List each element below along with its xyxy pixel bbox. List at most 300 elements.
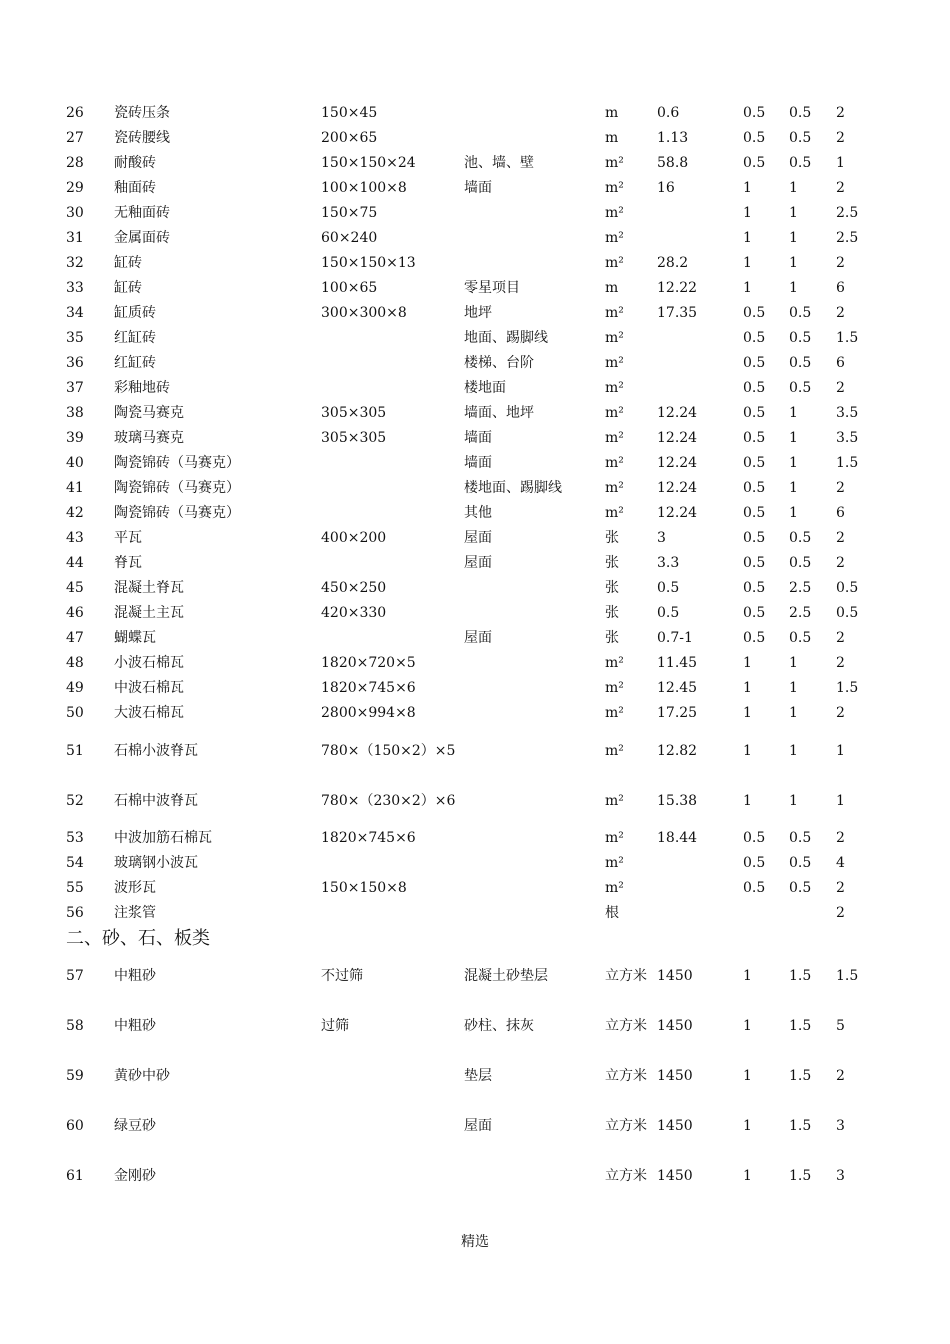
material-weight: 0.5: [657, 605, 680, 621]
material-name: 波形瓦: [114, 880, 156, 896]
material-name: 金属面砖: [114, 230, 170, 246]
material-unit: m²: [605, 855, 624, 871]
loss-rate-b: 1: [789, 280, 798, 296]
loss-rate-b: 1: [789, 742, 798, 759]
loss-rate-b: 0.5: [789, 380, 812, 396]
loss-rate-b: 1.5: [789, 1117, 812, 1134]
material-usage: [464, 726, 605, 776]
material-name: 中粗砂: [114, 967, 156, 984]
material-unit: m²: [605, 505, 624, 521]
material-spec: [321, 376, 464, 401]
table-row: [66, 676, 876, 701]
material-unit: m²: [605, 255, 624, 271]
material-spec: 780×（150×2）×5: [321, 742, 456, 759]
loss-rate-a: 0.5: [743, 855, 766, 871]
row-number: 51: [66, 742, 84, 759]
material-weight: 18.44: [657, 830, 698, 846]
loss-rate-b: 0.5: [789, 305, 812, 321]
table-row: [66, 951, 876, 1001]
table-row: [66, 1101, 876, 1151]
material-spec: [321, 1101, 464, 1151]
material-weight: 17.35: [657, 305, 698, 321]
loss-rate-a: 0.5: [743, 455, 766, 471]
loss-rate-c: 2: [836, 305, 845, 321]
loss-rate-c: 2: [836, 555, 845, 571]
material-name: 瓷砖腰线: [114, 130, 170, 146]
material-name: 脊瓦: [114, 555, 142, 571]
material-weight: 3.3: [657, 555, 680, 571]
material-spec: 60×240: [321, 230, 378, 246]
table-row: [66, 226, 876, 251]
material-usage: 屋面: [464, 630, 492, 646]
loss-rate-c: 2: [836, 830, 845, 846]
material-spec: [321, 626, 464, 651]
material-name: 瓷砖压条: [114, 105, 170, 121]
loss-rate-a: 1: [743, 655, 752, 671]
row-number: 55: [66, 880, 84, 896]
loss-rate-a: 0.5: [743, 505, 766, 521]
row-number: 54: [66, 855, 84, 871]
materials-table-tiles: [66, 101, 876, 926]
loss-rate-c: 2: [836, 630, 845, 646]
loss-rate-a: 0.5: [743, 405, 766, 421]
document-body: [0, 101, 950, 1201]
loss-rate-b: 0.5: [789, 105, 812, 121]
row-number: 35: [66, 330, 84, 346]
loss-rate-a: 0.5: [743, 355, 766, 371]
loss-rate-b: 0.5: [789, 880, 812, 896]
material-name: 金刚砂: [114, 1167, 156, 1184]
loss-rate-a: 1: [743, 1167, 752, 1184]
material-spec: 420×330: [321, 605, 387, 621]
material-spec: [321, 551, 464, 576]
row-number: 45: [66, 580, 84, 596]
loss-rate-c: 6: [836, 280, 845, 296]
material-unit: m: [605, 105, 619, 121]
row-number: 49: [66, 680, 84, 696]
table-row: [66, 551, 876, 576]
material-spec: 150×75: [321, 205, 378, 221]
material-spec: 不过筛: [321, 967, 363, 984]
row-number: 41: [66, 480, 84, 496]
row-number: 53: [66, 830, 84, 846]
material-weight: 12.45: [657, 680, 698, 696]
row-number: 50: [66, 705, 84, 721]
row-number: 29: [66, 180, 84, 196]
table-row: [66, 1001, 876, 1051]
section-title: 二、砂、石、板类: [66, 928, 210, 949]
material-unit: m²: [605, 430, 624, 446]
loss-rate-a: 1: [743, 255, 752, 271]
material-usage: [464, 851, 605, 876]
loss-rate-b: 0.5: [789, 830, 812, 846]
material-spec: 200×65: [321, 130, 378, 146]
material-usage: 楼梯、台阶: [464, 355, 534, 371]
table-row: [66, 201, 876, 226]
material-usage: 地面、踢脚线: [464, 330, 548, 346]
material-spec: [321, 451, 464, 476]
material-unit: m²: [605, 455, 624, 471]
material-spec: 400×200: [321, 530, 387, 546]
row-number: 46: [66, 605, 84, 621]
loss-rate-c: 6: [836, 505, 845, 521]
material-weight: 1450: [657, 1017, 693, 1034]
material-weight: 1450: [657, 1167, 693, 1184]
table-row: [66, 826, 876, 851]
material-name: 缸砖: [114, 255, 142, 271]
loss-rate-b: 1: [789, 405, 798, 421]
loss-rate-a: 0.5: [743, 380, 766, 396]
material-usage: [464, 651, 605, 676]
table-row: [66, 501, 876, 526]
loss-rate-a: 1: [743, 1017, 752, 1034]
loss-rate-b: 2.5: [789, 580, 812, 596]
material-unit: 立方米: [605, 1167, 647, 1184]
loss-rate-a: 1: [743, 205, 752, 221]
loss-rate-a: 0.5: [743, 130, 766, 146]
table-row: [66, 101, 876, 126]
loss-rate-b: 1: [789, 205, 798, 221]
loss-rate-a: 1: [743, 680, 752, 696]
material-name: 中波加筋石棉瓦: [114, 830, 212, 846]
material-weight: [657, 351, 743, 376]
material-spec: 150×150×24: [321, 155, 416, 171]
loss-rate-a: 0.5: [743, 330, 766, 346]
row-number: 26: [66, 105, 84, 121]
loss-rate-a: 0.5: [743, 155, 766, 171]
material-name: 红缸砖: [114, 330, 156, 346]
row-number: 27: [66, 130, 84, 146]
material-usage: [464, 876, 605, 901]
table-row: [66, 1051, 876, 1101]
material-weight: 1450: [657, 1067, 693, 1084]
table-row: [66, 251, 876, 276]
loss-rate-b: 1.5: [789, 1017, 812, 1034]
material-weight: 11.45: [657, 655, 698, 671]
loss-rate-b: 0.5: [789, 530, 812, 546]
material-unit: m²: [605, 305, 624, 321]
material-usage: 楼地面: [464, 380, 506, 396]
material-weight: 1.13: [657, 130, 689, 146]
loss-rate-c: 1.5: [836, 455, 859, 471]
material-weight: 12.22: [657, 280, 698, 296]
row-number: 39: [66, 430, 84, 446]
material-spec: 150×45: [321, 105, 378, 121]
material-name: 蝴蝶瓦: [114, 630, 156, 646]
loss-rate-c: 6: [836, 355, 845, 371]
material-usage: [464, 826, 605, 851]
page-footer: 精选: [461, 1234, 489, 1250]
material-usage: 砂柱、抹灰: [464, 1017, 534, 1034]
loss-rate-a: 0.5: [743, 605, 766, 621]
material-unit: m²: [605, 330, 624, 346]
material-unit: m²: [605, 830, 624, 846]
row-number: 52: [66, 792, 84, 809]
material-weight: 12.24: [657, 405, 698, 421]
loss-rate-a: 0.5: [743, 580, 766, 596]
loss-rate-a: 0.5: [743, 830, 766, 846]
material-usage: 地坪: [464, 305, 492, 321]
loss-rate-b: 1: [789, 255, 798, 271]
loss-rate-c: 0.5: [836, 605, 859, 621]
loss-rate-b: 1: [789, 505, 798, 521]
material-unit: 立方米: [605, 1117, 647, 1134]
loss-rate-c: 2: [836, 380, 845, 396]
material-unit: 张: [605, 580, 619, 596]
material-weight: 12.24: [657, 480, 698, 496]
loss-rate-c: 5: [836, 1017, 845, 1034]
table-row: [66, 301, 876, 326]
loss-rate-a: 0.5: [743, 105, 766, 121]
material-spec: 300×300×8: [321, 305, 407, 321]
row-number: 58: [66, 1017, 84, 1034]
loss-rate-a: 0.5: [743, 555, 766, 571]
table-row: [66, 651, 876, 676]
table-row: [66, 176, 876, 201]
material-usage: [464, 1151, 605, 1201]
loss-rate-c: 2: [836, 255, 845, 271]
loss-rate-b: 1: [789, 680, 798, 696]
loss-rate-c: 1: [836, 155, 845, 171]
loss-rate-a: 1: [743, 230, 752, 246]
loss-rate-c: 2.5: [836, 205, 859, 221]
loss-rate-c: 2.5: [836, 230, 859, 246]
material-name: 彩釉地砖: [114, 380, 170, 396]
material-weight: 0.5: [657, 580, 680, 596]
loss-rate-c: 2: [836, 705, 845, 721]
loss-rate-b: 1.5: [789, 1167, 812, 1184]
loss-rate-a: 0.5: [743, 305, 766, 321]
material-name: 石棉中波脊瓦: [114, 792, 198, 809]
loss-rate-b: 1: [789, 480, 798, 496]
material-spec: 2800×994×8: [321, 705, 416, 721]
loss-rate-a: 1: [743, 1067, 752, 1084]
loss-rate-c: 2: [836, 480, 845, 496]
material-usage: [464, 101, 605, 126]
row-number: 38: [66, 405, 84, 421]
material-spec: 450×250: [321, 580, 387, 596]
material-name: 玻璃钢小波瓦: [114, 855, 198, 871]
material-name: 混凝土主瓦: [114, 605, 184, 621]
loss-rate-b: 1: [789, 455, 798, 471]
material-name: 陶瓷锦砖（马赛克）: [114, 505, 240, 521]
material-usage: [464, 701, 605, 726]
material-weight: 1450: [657, 1117, 693, 1134]
loss-rate-a: 1: [743, 1117, 752, 1134]
material-name: 混凝土脊瓦: [114, 580, 184, 596]
material-unit: 张: [605, 555, 619, 571]
material-unit: m²: [605, 230, 624, 246]
table-row: [66, 876, 876, 901]
material-unit: m²: [605, 655, 624, 671]
material-unit: m: [605, 280, 619, 296]
material-unit: m²: [605, 180, 624, 196]
row-number: 36: [66, 355, 84, 371]
material-name: 无釉面砖: [114, 205, 170, 221]
loss-rate-c: 1.5: [836, 680, 859, 696]
material-usage: 屋面: [464, 530, 492, 546]
material-spec: [321, 351, 464, 376]
material-weight: 0.7-1: [657, 630, 693, 646]
material-spec: [321, 1051, 464, 1101]
loss-rate-c: 2: [836, 655, 845, 671]
material-usage: [464, 126, 605, 151]
table-row: [66, 376, 876, 401]
material-unit: 立方米: [605, 1017, 647, 1034]
loss-rate-b: 0.5: [789, 630, 812, 646]
material-usage: 池、墙、壁: [464, 155, 534, 171]
material-unit: m²: [605, 880, 624, 896]
material-unit: 立方米: [605, 1067, 647, 1084]
material-spec: 780×（230×2）×6: [321, 792, 456, 809]
material-unit: m²: [605, 792, 624, 809]
table-row: [66, 126, 876, 151]
material-name: 陶瓷锦砖（马赛克）: [114, 480, 240, 496]
material-weight: 17.25: [657, 705, 698, 721]
row-number: 44: [66, 555, 84, 571]
material-unit: m²: [605, 205, 624, 221]
material-weight: [657, 851, 743, 876]
table-row: [66, 401, 876, 426]
loss-rate-b: 0.5: [789, 330, 812, 346]
loss-rate-c: 0.5: [836, 580, 859, 596]
material-usage: [464, 251, 605, 276]
material-name: 石棉小波脊瓦: [114, 742, 198, 759]
loss-rate-c: 2: [836, 130, 845, 146]
material-spec: 305×305: [321, 430, 387, 446]
loss-rate-c: 1.5: [836, 330, 859, 346]
loss-rate-b: 1: [789, 655, 798, 671]
material-spec: [321, 1151, 464, 1201]
material-weight: 3: [657, 530, 666, 546]
loss-rate-c: 2: [836, 880, 845, 896]
loss-rate-a: 0.5: [743, 530, 766, 546]
material-usage: [464, 576, 605, 601]
material-usage: 墙面: [464, 180, 492, 196]
material-name: 小波石棉瓦: [114, 655, 184, 671]
loss-rate-c: 3: [836, 1117, 845, 1134]
material-name: 红缸砖: [114, 355, 156, 371]
table-row: [66, 851, 876, 876]
loss-rate-a: 0.5: [743, 480, 766, 496]
material-unit: m²: [605, 155, 624, 171]
row-number: 28: [66, 155, 84, 171]
material-usage: 屋面: [464, 555, 492, 571]
material-usage: [464, 901, 605, 926]
material-weight: 0.6: [657, 105, 680, 121]
material-usage: [464, 676, 605, 701]
row-number: 61: [66, 1167, 84, 1184]
table-row: [66, 151, 876, 176]
material-spec: 150×150×8: [321, 880, 407, 896]
row-number: 42: [66, 505, 84, 521]
material-unit: 根: [605, 905, 619, 921]
material-name: 陶瓷锦砖（马赛克）: [114, 455, 240, 471]
loss-rate-c: 3: [836, 1167, 845, 1184]
loss-rate-c: 1: [836, 792, 845, 809]
material-unit: 张: [605, 605, 619, 621]
material-name: 中波石棉瓦: [114, 680, 184, 696]
loss-rate-c: 2: [836, 530, 845, 546]
material-usage: 混凝土砂垫层: [464, 967, 548, 984]
loss-rate-c: 2: [836, 105, 845, 121]
loss-rate-c: 3.5: [836, 405, 859, 421]
material-unit: m²: [605, 405, 624, 421]
table-row: [66, 451, 876, 476]
loss-rate-a: 0.5: [743, 430, 766, 446]
table-row: [66, 476, 876, 501]
row-number: 48: [66, 655, 84, 671]
material-name: 玻璃马赛克: [114, 430, 184, 446]
row-number: 57: [66, 967, 84, 984]
material-spec: 100×65: [321, 280, 378, 296]
material-usage: [464, 776, 605, 826]
table-row: [66, 576, 876, 601]
loss-rate-a: 0.5: [743, 630, 766, 646]
row-number: 32: [66, 255, 84, 271]
loss-rate-a: [743, 901, 789, 926]
material-unit: m²: [605, 480, 624, 496]
material-unit: m²: [605, 355, 624, 371]
loss-rate-a: 0.5: [743, 880, 766, 896]
table-row: [66, 901, 876, 926]
material-name: 平瓦: [114, 530, 142, 546]
material-unit: 张: [605, 630, 619, 646]
material-name: 缸砖: [114, 280, 142, 296]
material-name: 陶瓷马赛克: [114, 405, 184, 421]
material-weight: [657, 226, 743, 251]
materials-table-sand: [66, 951, 876, 1201]
loss-rate-c: 2: [836, 1067, 845, 1084]
material-usage: 屋面: [464, 1117, 492, 1134]
loss-rate-c: 3.5: [836, 430, 859, 446]
material-usage: 楼地面、踢脚线: [464, 480, 562, 496]
material-spec: [321, 851, 464, 876]
material-weight: 16: [657, 180, 675, 196]
table-row: [66, 701, 876, 726]
material-name: 黄砂中砂: [114, 1067, 170, 1084]
table-row: [66, 626, 876, 651]
table-row: [66, 601, 876, 626]
material-usage: 墙面: [464, 455, 492, 471]
material-spec: 过筛: [321, 1017, 349, 1034]
material-spec: 1820×745×6: [321, 680, 416, 696]
material-weight: [657, 376, 743, 401]
material-spec: 1820×745×6: [321, 830, 416, 846]
row-number: 30: [66, 205, 84, 221]
loss-rate-c: 1: [836, 742, 845, 759]
loss-rate-b: 2.5: [789, 605, 812, 621]
loss-rate-b: [789, 901, 836, 926]
material-unit: m²: [605, 742, 624, 759]
loss-rate-c: 1.5: [836, 967, 859, 984]
material-unit: 立方米: [605, 967, 647, 984]
loss-rate-a: 1: [743, 792, 752, 809]
material-weight: [657, 876, 743, 901]
material-unit: m²: [605, 705, 624, 721]
material-usage: 垫层: [464, 1067, 492, 1084]
loss-rate-c: 2: [836, 180, 845, 196]
material-weight: 12.24: [657, 430, 698, 446]
loss-rate-b: 0.5: [789, 355, 812, 371]
material-usage: [464, 201, 605, 226]
material-weight: [657, 326, 743, 351]
material-unit: m²: [605, 680, 624, 696]
row-number: 47: [66, 630, 84, 646]
material-name: 耐酸砖: [114, 155, 156, 171]
material-usage: [464, 226, 605, 251]
material-weight: 1450: [657, 967, 693, 984]
